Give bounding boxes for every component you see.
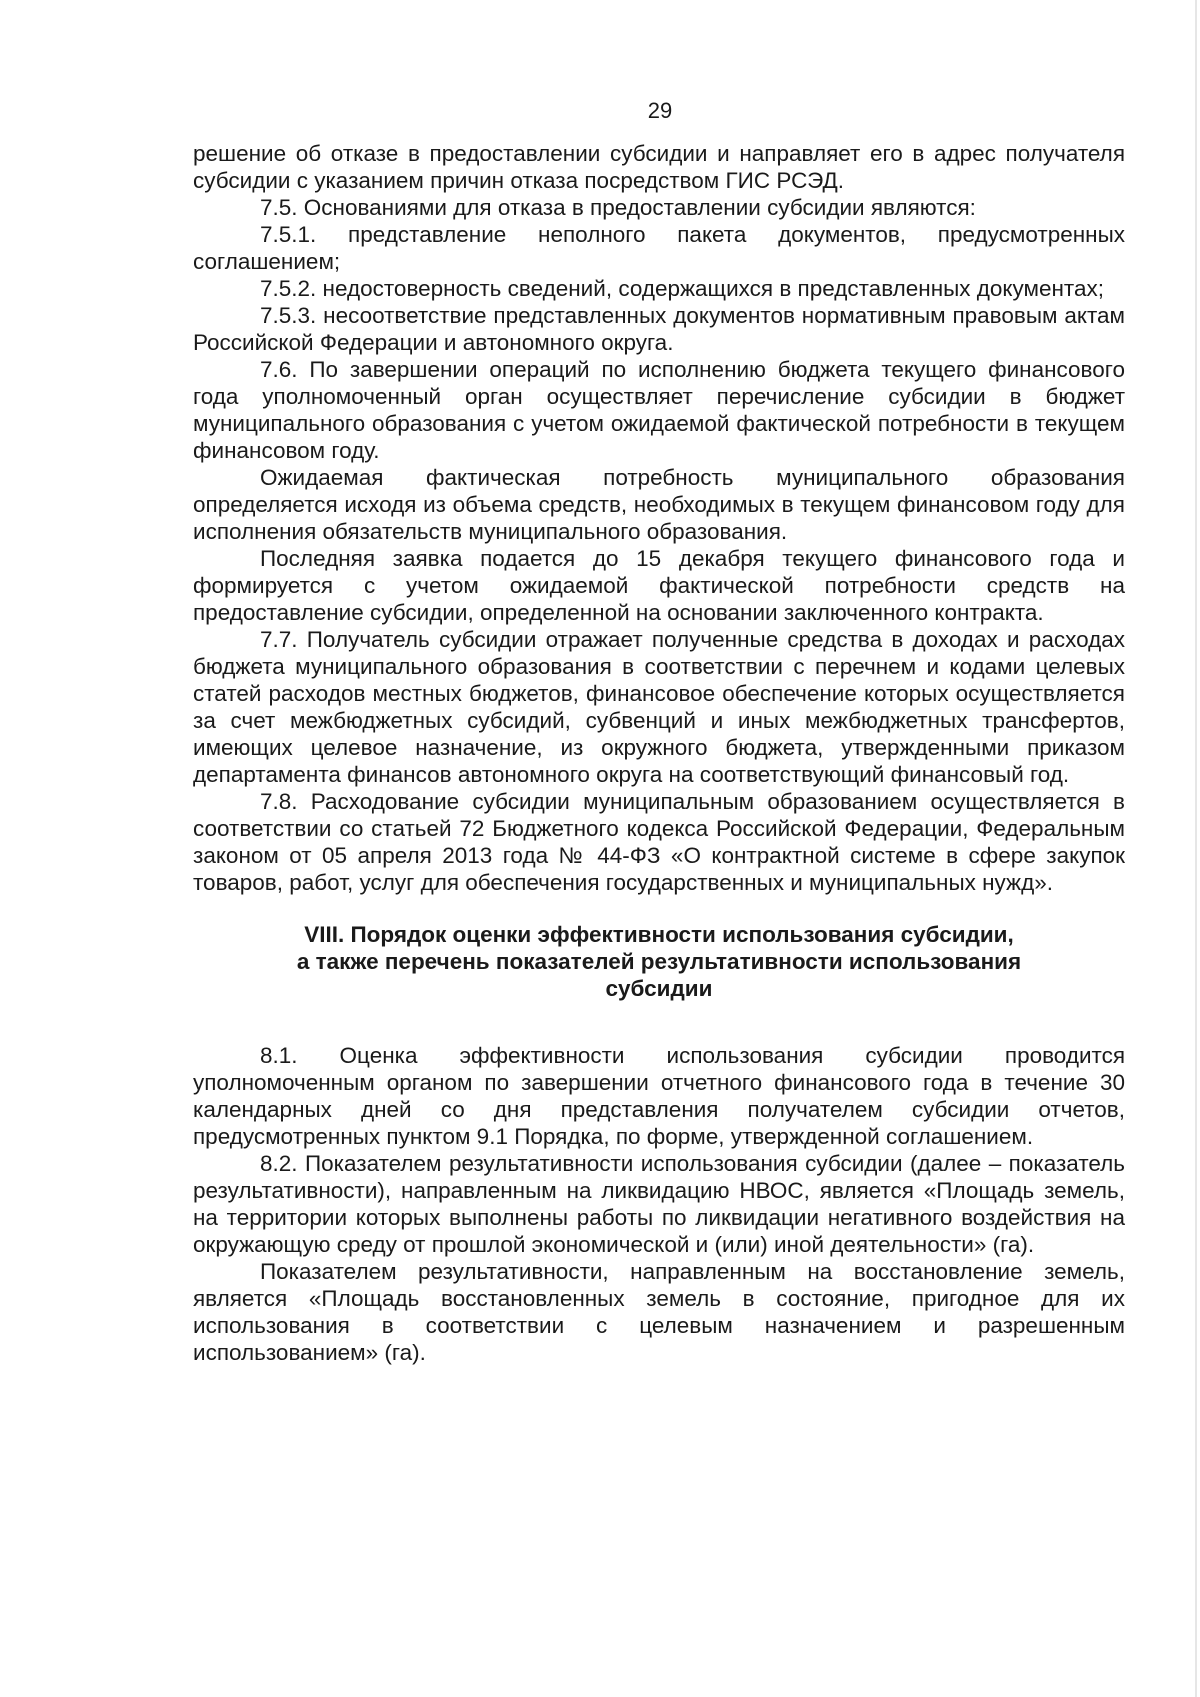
paragraph-expected-need: Ожидаемая фактическая потребность муниципального образования определяется исходя из объема средств, необходимых в текущем финансовом году для исполнения обязательств муниципального образования. <box>193 465 1125 544</box>
section-heading-line-2: а также перечень показателей результативности использования <box>296 949 1022 974</box>
paragraph-7-5-2: 7.5.2. недостоверность сведений, содержащихся в представленных документах; <box>260 276 1105 301</box>
paragraph-7-6: 7.6. По завершении операций по исполнению бюджета текущего финансового года уполномоченный орган осуществляет перечисление субсидии в бюджет муниципального образования с учетом ожидаемой фактической потребности в текущем финансовом году. <box>193 357 1125 463</box>
paragraph-7-5-1: 7.5.1. представление неполного пакета документов, предусмотренных соглашением; <box>193 222 1125 274</box>
paragraph-8-2: 8.2. Показателем результативности использования субсидии (далее – показатель результативности), направленным на ликвидацию НВОС, является «Площадь земель, на территории которых выполнены работы по ликвидации негативного воздействия на окружающую среду от прошлой экономической и (или) иной деятельности» (га). <box>193 1151 1125 1257</box>
paragraph-last-request: Последняя заявка подается до 15 декабря текущего финансового года и формируется с учетом ожидаемой фактической потребности средств на предоставление субсидии, определенной на основании заключенного контракта. <box>193 546 1125 625</box>
paragraph-7-5-3: 7.5.3. несоответствие представленных документов нормативным правовым актам Российской Федерации и автономного округа. <box>193 303 1125 355</box>
paragraph-restoration-indicator: Показателем результативности, направленным на восстановление земель, является «Площадь восстановленных земель в состояние, пригодное для их использования в соответствии с целевым назначением и разрешенным использованием» (га). <box>193 1259 1125 1365</box>
document-body <box>193 140 1125 1366</box>
section-heading-line-1: VIII. Порядок оценки эффективности использования субсидии, <box>304 922 1014 947</box>
page-edge-divider <box>1195 0 1197 1697</box>
paragraph-8-1: 8.1. Оценка эффективности использования субсидии проводится уполномоченным органом по завершении отчетного финансового года в течение 30 календарных дней со дня представления получателем субсидии отчетов, предусмотренных пунктом 9.1 Порядка, по форме, утвержденной соглашением. <box>193 1043 1125 1149</box>
section-heading-viii <box>193 921 1125 1002</box>
paragraph-7-7: 7.7. Получатель субсидии отражает полученные средства в доходах и расходах бюджета муниципального образования в соответствии с перечнем и кодами целевых статей расходов местных бюджетов, финансовое обеспечение которых осуществляется за счет межбюджетных субсидий, субвенций и иных межбюджетных трансфертов, имеющих целевое назначение, из окружного бюджета, утвержденными приказом департамента финансов автономного округа на соответствующий финансовый год. <box>193 627 1125 787</box>
section-heading-line-3: субсидии <box>605 976 713 1001</box>
paragraph-7-5: 7.5. Основаниями для отказа в предоставлении субсидии являются: <box>260 195 976 220</box>
paragraph-7-8: 7.8. Расходование субсидии муниципальным образованием осуществляется в соответствии со статьей 72 Бюджетного кодекса Российской Федерации, Федеральным законом от 05 апреля 2013 года № 44-ФЗ «О контрактной системе в сфере закупок товаров, работ, услуг для обеспечения государственных и муниципальных нужд». <box>193 789 1125 895</box>
paragraph-continuation: решение об отказе в предоставлении субсидии и направляет его в адрес получателя субсидии с указанием причин отказа посредством ГИС РСЭД. <box>193 141 1125 193</box>
page-number: 29 <box>647 98 673 123</box>
